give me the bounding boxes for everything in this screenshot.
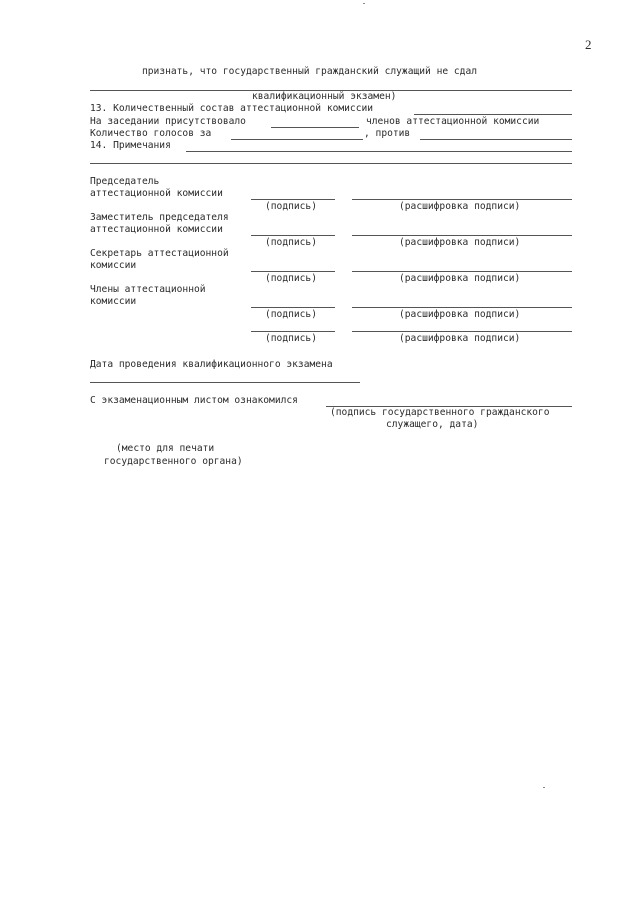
- members-label-1: Члены аттестационной: [90, 284, 206, 295]
- member2-decoding-caption: (расшифровка подписи): [399, 333, 521, 344]
- exam-caption: квалификационный экзамен): [252, 91, 397, 102]
- secretary-label-1: Секретарь аттестационной: [90, 248, 229, 259]
- scan-speck: [363, 3, 365, 4]
- acquainted-caption-2: служащего, дата): [386, 419, 479, 430]
- member2-signature-line: [251, 331, 335, 332]
- chairman-signature-caption: (подпись): [265, 201, 317, 212]
- chairman-signature-line: [251, 199, 335, 200]
- deputy-decoding-line: [352, 235, 572, 236]
- secretary-signature-line: [251, 271, 335, 272]
- member1-signature-line: [251, 307, 335, 308]
- votes-against-label: , против: [364, 128, 411, 139]
- member2-signature-caption: (подпись): [265, 333, 317, 344]
- votes-for-field: [231, 139, 363, 140]
- item13-label: 13. Количественный состав аттестационной комиссии: [90, 103, 374, 114]
- deputy-signature-caption: (подпись): [265, 237, 317, 248]
- item13-field: [414, 114, 572, 115]
- page-number: 2: [585, 37, 592, 52]
- chairman-decoding-caption: (расшифровка подписи): [399, 201, 521, 212]
- chairman-label-2: аттестационной комиссии: [90, 188, 223, 199]
- intro-text: признать, что государственный гражданский служащий не сдал: [142, 66, 478, 77]
- present-prefix: На заседании присутствовало: [90, 116, 246, 127]
- votes-against-field: [420, 139, 572, 140]
- secretary-decoding-caption: (расшифровка подписи): [399, 273, 521, 284]
- acquainted-caption-1: (подпись государственного гражданского: [330, 407, 550, 418]
- secretary-decoding-line: [352, 271, 572, 272]
- members-label-2: комиссии: [90, 296, 137, 307]
- notes-field-1: [186, 151, 572, 152]
- deputy-label-1: Заместитель председателя: [90, 212, 229, 223]
- present-suffix: членов аттестационной комиссии: [366, 116, 540, 127]
- stamp-caption-1: (место для печати: [116, 443, 215, 454]
- member1-signature-caption: (подпись): [265, 309, 317, 320]
- member2-decoding-line: [352, 331, 572, 332]
- exam-date-field: [90, 382, 360, 383]
- notes-field-2: [90, 163, 572, 164]
- present-count-field: [271, 127, 359, 128]
- votes-prefix: Количество голосов за: [90, 128, 212, 139]
- item14-label: 14. Примечания: [90, 140, 171, 151]
- chairman-label-1: Председатель: [90, 176, 160, 187]
- secretary-signature-caption: (подпись): [265, 273, 317, 284]
- member1-decoding-caption: (расшифровка подписи): [399, 309, 521, 320]
- scan-speck: [543, 787, 545, 788]
- member1-decoding-line: [352, 307, 572, 308]
- deputy-signature-line: [251, 235, 335, 236]
- acquainted-label: С экзаменационным листом ознакомился: [90, 395, 298, 406]
- deputy-label-2: аттестационной комиссии: [90, 224, 223, 235]
- chairman-decoding-line: [352, 199, 572, 200]
- exam-date-label: Дата проведения квалификационного экзамена: [90, 359, 333, 370]
- deputy-decoding-caption: (расшифровка подписи): [399, 237, 521, 248]
- stamp-caption-2: государственного органа): [104, 456, 243, 467]
- secretary-label-2: комиссии: [90, 260, 137, 271]
